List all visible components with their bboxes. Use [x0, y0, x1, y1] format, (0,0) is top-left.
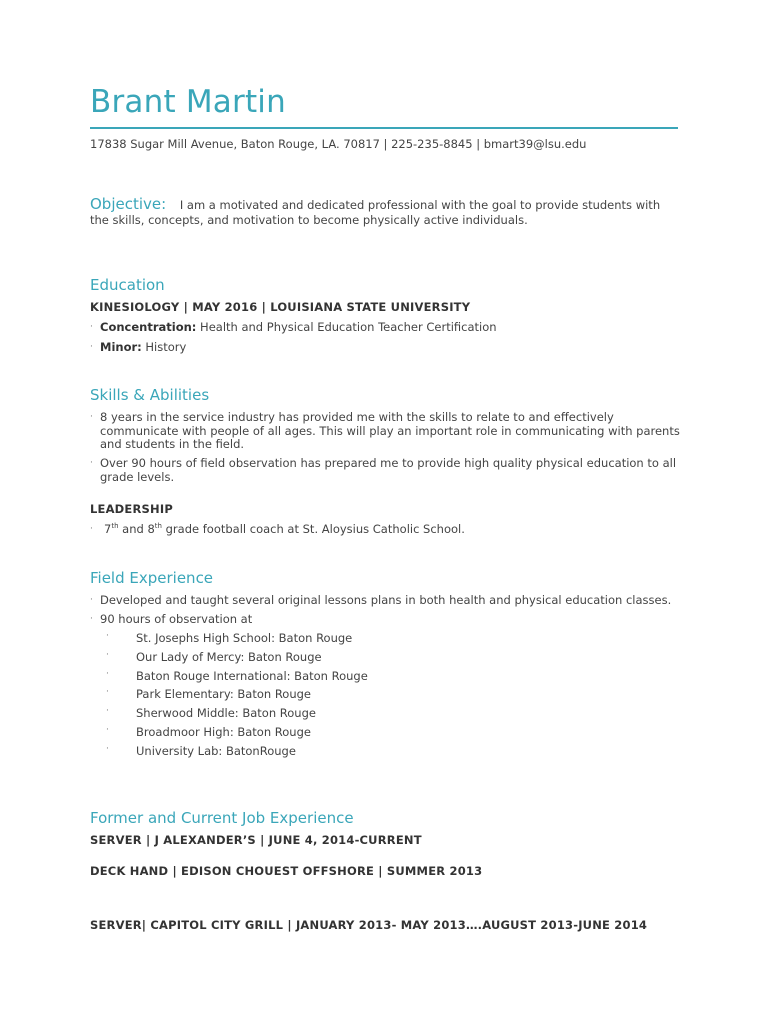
objective-section — [90, 197, 680, 228]
ordinal-suffix: th — [154, 522, 162, 531]
bullet-dot: · — [90, 322, 93, 332]
ordinal-suffix: th — [111, 522, 119, 531]
bullet-dot: · — [106, 706, 109, 716]
job-entry: SERVER| CAPITOL CITY GRILL | JANUARY 2013- MAY 2013….AUGUST 2013-JUNE 2014 — [90, 918, 648, 932]
field-experience-item-text: 90 hours of observation at — [100, 612, 253, 626]
school-name: St. Josephs High School: Baton Rouge — [136, 631, 353, 645]
objective-text: I am a motivated and dedicated professional with the goal to provide students with the skills, concepts, and motivation to become physically active individuals. — [90, 198, 661, 227]
leadership-heading: LEADERSHIP — [90, 502, 173, 516]
skills-heading: Skills & Abilities — [90, 386, 210, 404]
job-entry: SERVER | J ALEXANDER’S | JUNE 4, 2014-CURRENT — [90, 833, 422, 847]
contact-line: 17838 Sugar Mill Avenue, Baton Rouge, LA. 70817 | 225-235-8845 | bmart39@lsu.edu — [90, 137, 587, 151]
skills-item — [90, 457, 680, 484]
skills-item-text: Over 90 hours of field observation has prepared me to provide high quality physical education to all grade levels. — [100, 456, 677, 484]
school-name: Park Elementary: Baton Rouge — [136, 687, 311, 701]
field-experience-item — [90, 613, 680, 627]
education-item-label: Minor: — [100, 340, 142, 354]
skills-item-text: 8 years in the service industry has provided me with the skills to relate to and effectively communicate with people of all ages. This will play an important role in communicating with parents and students in the field. — [100, 410, 680, 451]
leadership-item-rest: grade football coach at St. Aloysius Catholic School. — [161, 522, 465, 536]
leadership-item-text — [104, 523, 680, 537]
bullet-dot: · — [106, 669, 109, 679]
bullet-dot: · — [90, 614, 93, 624]
bullet-dot: · — [90, 458, 93, 468]
school-name: Baton Rouge International: Baton Rouge — [136, 669, 368, 683]
bullet-dot: · — [90, 342, 93, 352]
field-experience-item-text: Developed and taught several original lessons plans in both health and physical education classes. — [100, 593, 672, 607]
school-name: Our Lady of Mercy: Baton Rouge — [136, 650, 322, 664]
field-experience-heading: Field Experience — [90, 569, 214, 587]
education-item-text: History — [141, 340, 187, 354]
leadership-grade-7: 7 — [104, 522, 112, 536]
jobs-heading: Former and Current Job Experience — [90, 809, 354, 827]
school-name: Sherwood Middle: Baton Rouge — [136, 706, 316, 720]
education-item-text: Health and Physical Education Teacher Certification — [196, 320, 497, 334]
job-entry: DECK HAND | EDISON CHOUEST OFFSHORE | SUMMER 2013 — [90, 864, 483, 878]
education-item-label: Concentration: — [100, 320, 197, 334]
leadership-item — [90, 523, 680, 537]
education-heading: Education — [90, 276, 165, 294]
education-item — [90, 341, 680, 355]
bullet-dot: · — [106, 650, 109, 660]
resume-name: Brant Martin — [90, 84, 286, 120]
school-name: Broadmoor High: Baton Rouge — [136, 725, 311, 739]
school-name: University Lab: BatonRouge — [136, 744, 296, 758]
bullet-dot: · — [106, 744, 109, 754]
bullet-dot: · — [90, 524, 93, 534]
bullet-dot: · — [90, 412, 93, 422]
objective-label: Objective: — [90, 195, 167, 213]
bullet-dot: · — [106, 687, 109, 697]
bullet-dot: · — [106, 631, 109, 641]
field-experience-item — [90, 594, 680, 608]
bullet-dot: · — [106, 725, 109, 735]
leadership-grade-8: and 8 — [118, 522, 155, 536]
education-item — [90, 321, 680, 335]
education-degree-line: KINESIOLOGY | MAY 2016 | LOUISIANA STATE UNIVERSITY — [90, 300, 471, 314]
skills-item — [90, 411, 680, 452]
header-divider — [90, 127, 678, 129]
bullet-dot: · — [90, 595, 93, 605]
